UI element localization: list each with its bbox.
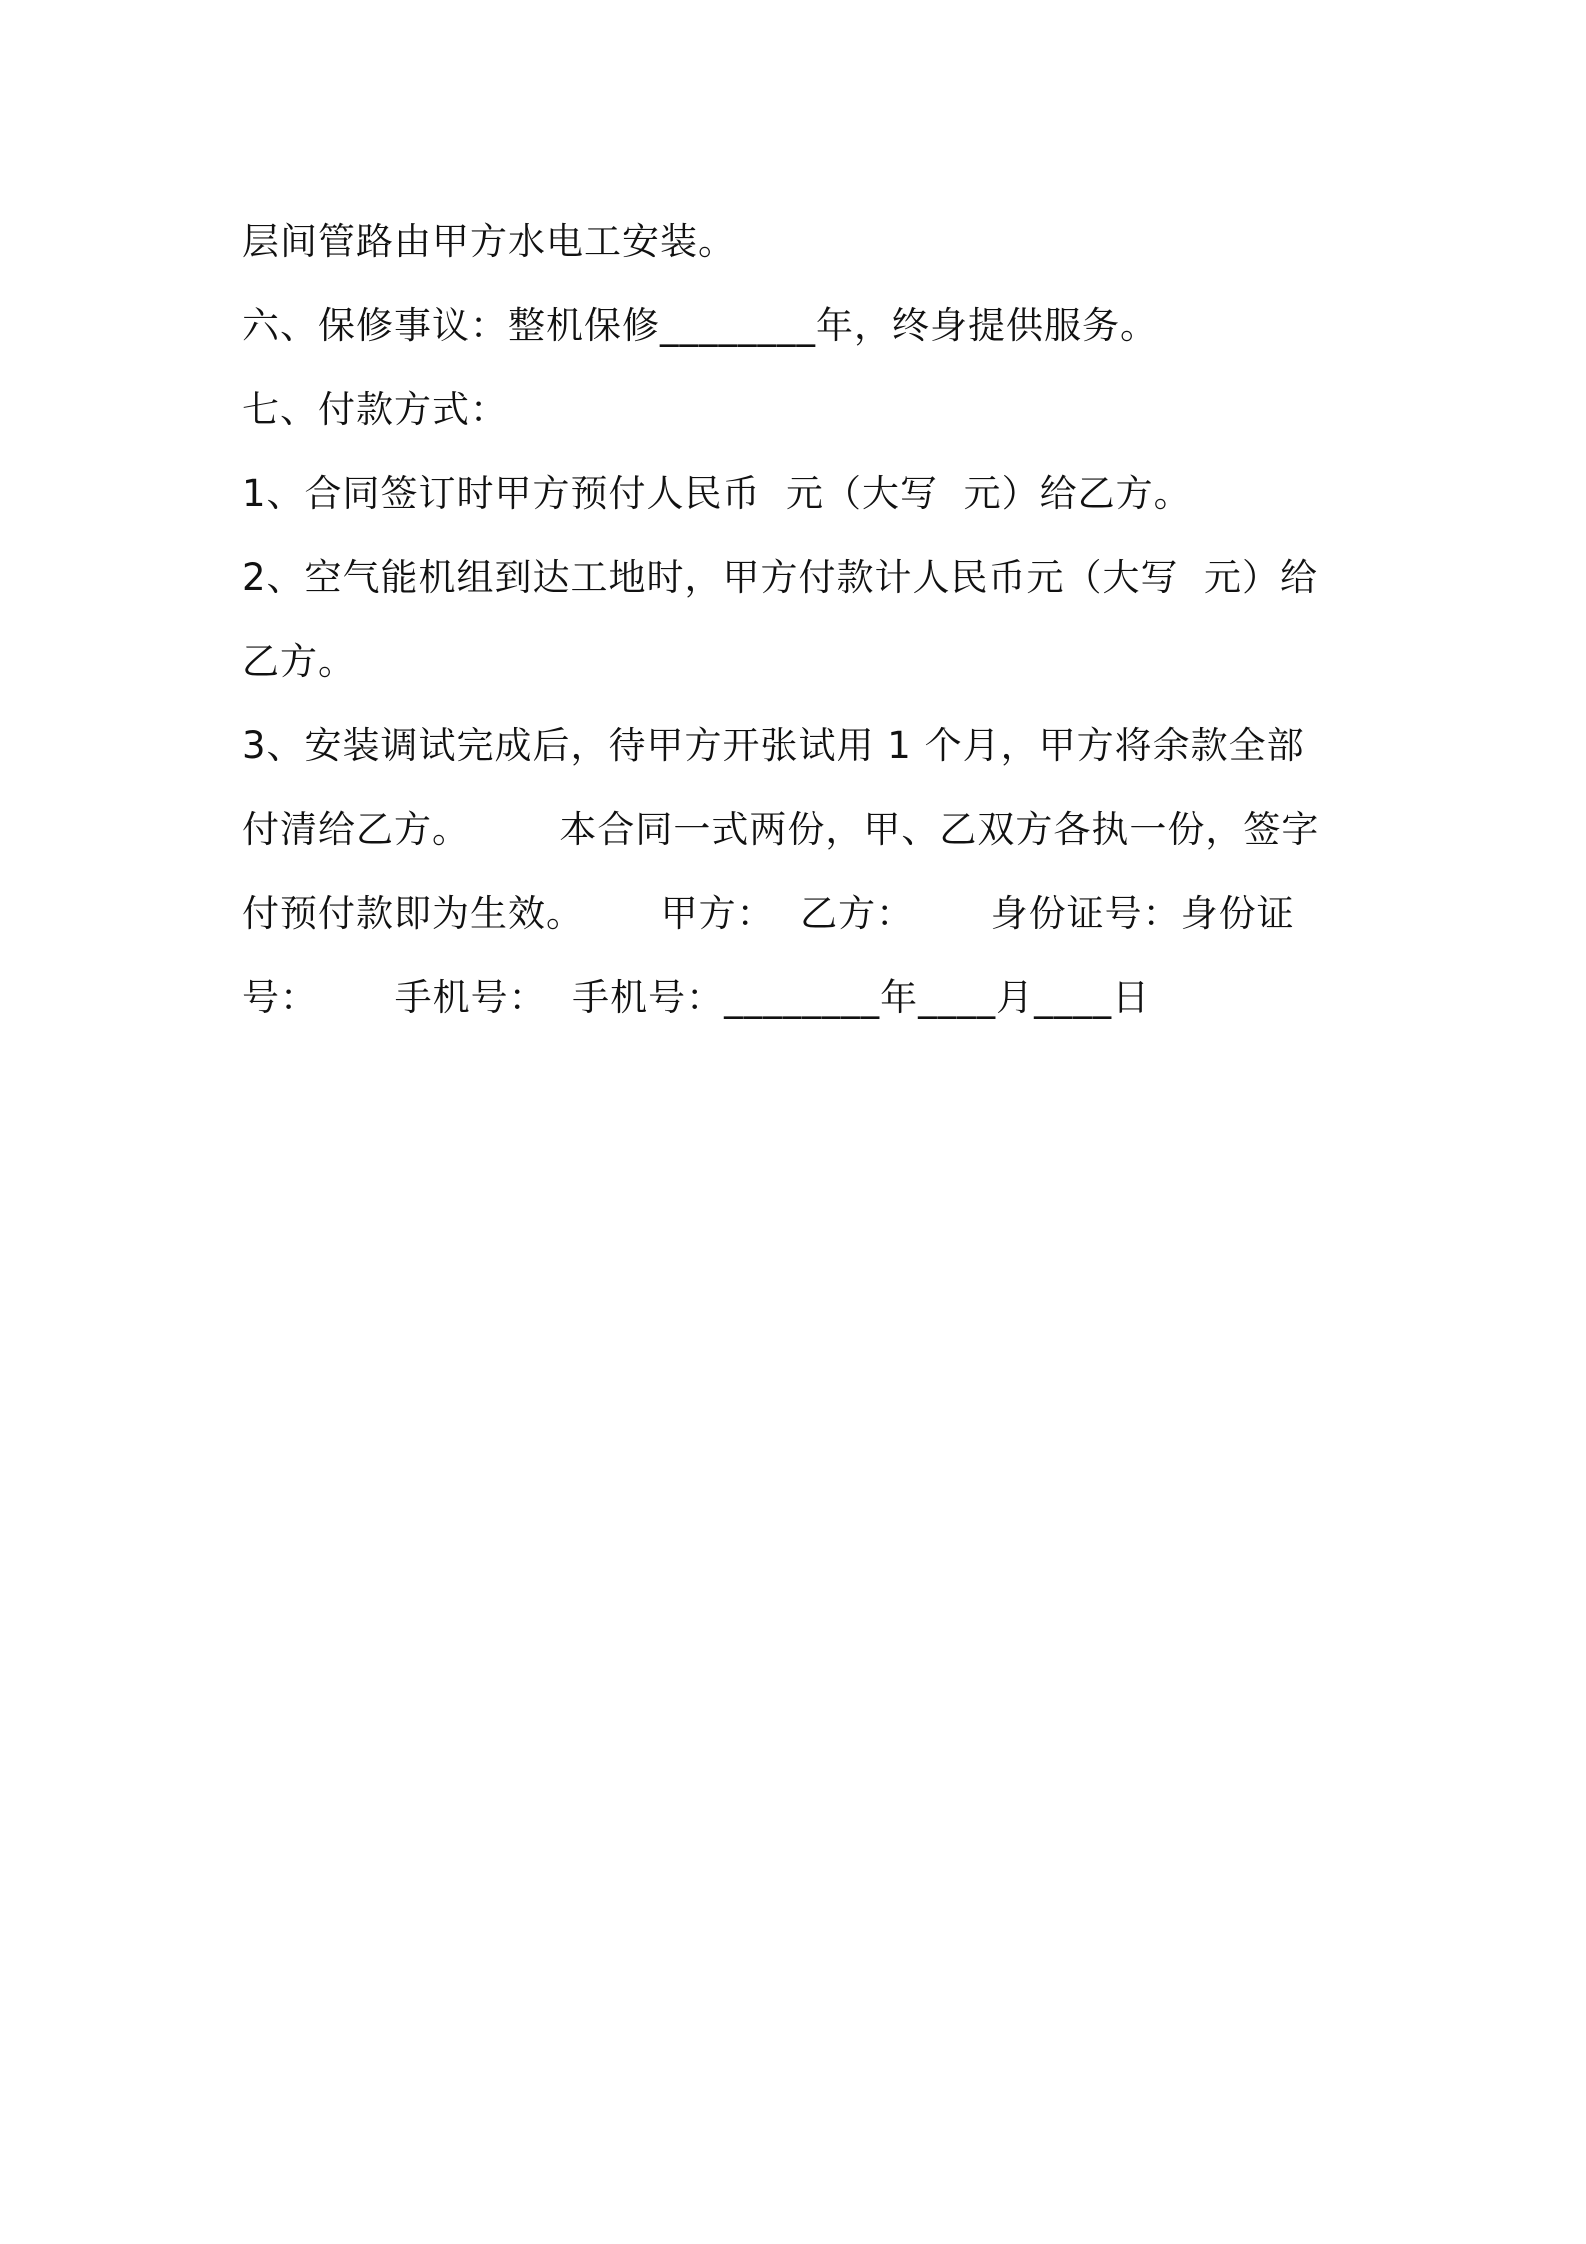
text-line: 1、合同签订时甲方预付人民币 元（大写 元）给乙方。 bbox=[242, 472, 1192, 515]
text-line: 3、安装调试完成后，待甲方开张试用 1 个月，甲方将余款全部 bbox=[242, 724, 1305, 767]
text-line: 乙方。 bbox=[242, 640, 356, 683]
text-line: 七、付款方式： bbox=[242, 388, 508, 431]
text-line: 付预付款即为生效。 甲方： 乙方： 身份证号：身份证 bbox=[242, 892, 1295, 935]
text-line: 2、空气能机组到达工地时，甲方付款计人民币元（大写 元）给 bbox=[242, 556, 1319, 599]
text-line: 六、保修事议：整机保修________年，终身提供服务。 bbox=[242, 304, 1158, 347]
text-line: 层间管路由甲方水电工安装。 bbox=[242, 220, 736, 263]
text-line: 号： 手机号： 手机号：________年____月____日 bbox=[242, 976, 1151, 1019]
document-body bbox=[242, 200, 1362, 1040]
text-line: 付清给乙方。 本合同一式两份，甲、乙双方各执一份，签字 bbox=[242, 808, 1320, 851]
